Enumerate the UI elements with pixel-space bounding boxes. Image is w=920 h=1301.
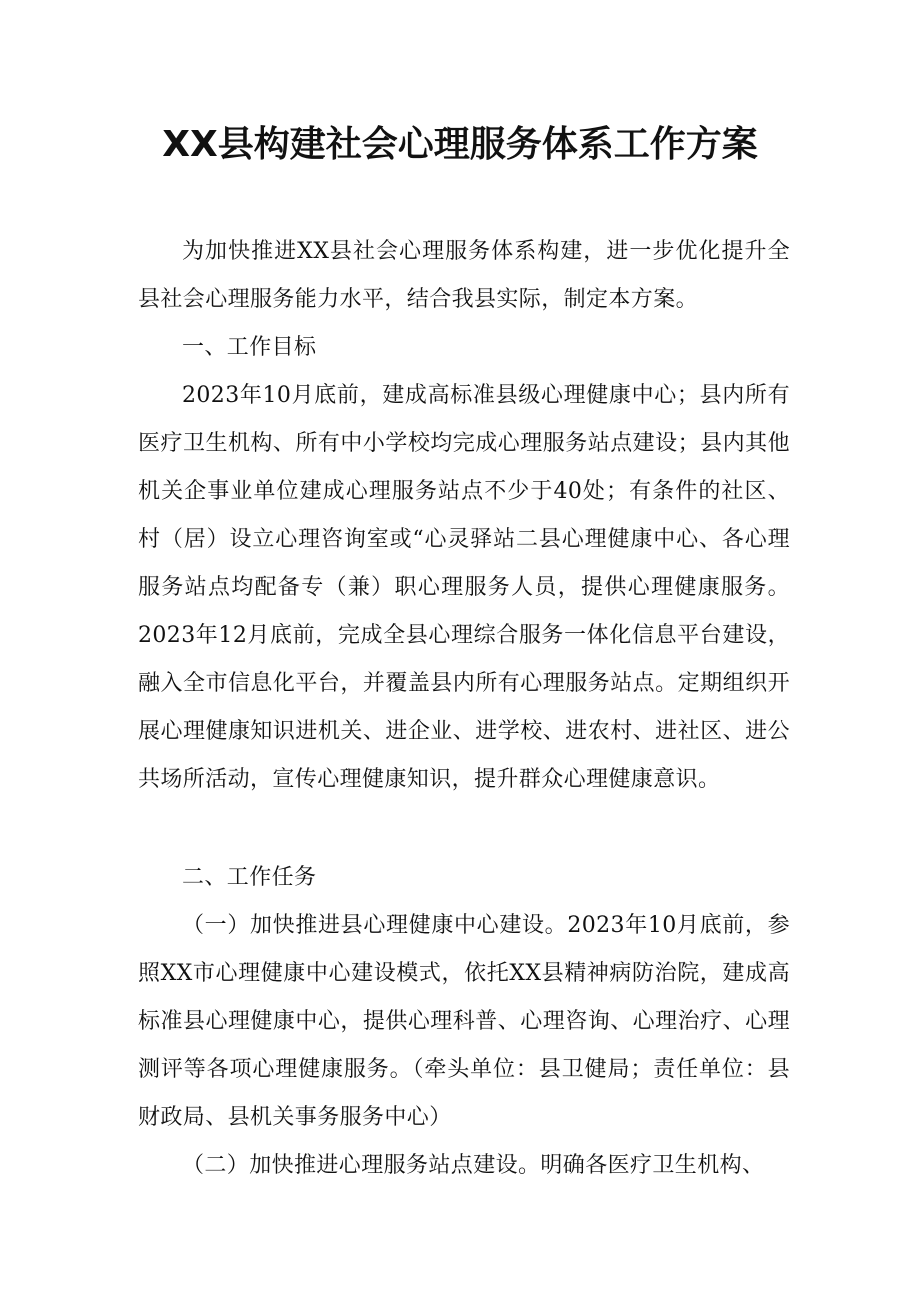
section-heading-goals: 一、工作目标 [182, 335, 317, 360]
section-heading-tasks: 二、工作任务 [182, 865, 317, 890]
intro-paragraph: 为加快推进XX县社会心理服务体系构建，进一步优化提升全县社会心理服务能力水平，结合我县实际，制定本方案。 [138, 239, 790, 312]
task-paragraph-1: （一）加快推进县心理健康中心建设。2023年10月底前，参照XX市心理健康中心建设模式，依托XX县精神病防治院，建成高标准县心理健康中心，提供心理科普、心理咨询、心理治疗、心理测评等各项心理健康服务。（牵头单位：县卫健局；责任单位：县财政局、县机关事务服务中心） [138, 913, 790, 1130]
document-title: XX县构建社会心理服务体系工作方案 [162, 124, 758, 165]
goals-paragraph: 2023年10月底前，建成高标准县级心理健康中心；县内所有医疗卫生机构、所有中小学校均完成心理服务站点建设；县内其他机关企事业单位建成心理服务站点不少于40处；有条件的社区、村（居）设立心理咨询室或“心灵驿站二县心理健康中心、各心理服务站点均配备专（兼）职心理服务人员，提供心理健康服务。2023年12月底前，完成全县心理综合服务一体化信息平台建设，融入全市信息化平台，并覆盖县内所有心理服务站点。定期组织开展心理健康知识进机关、进企业、进学校、进农村、进社区、进公共场所活动，宣传心理健康知识，提升群众心理健康意识。 [138, 383, 790, 792]
task-paragraph-2: （二）加快推进心理服务站点建设。明确各医疗卫生机构、 [182, 1153, 765, 1178]
